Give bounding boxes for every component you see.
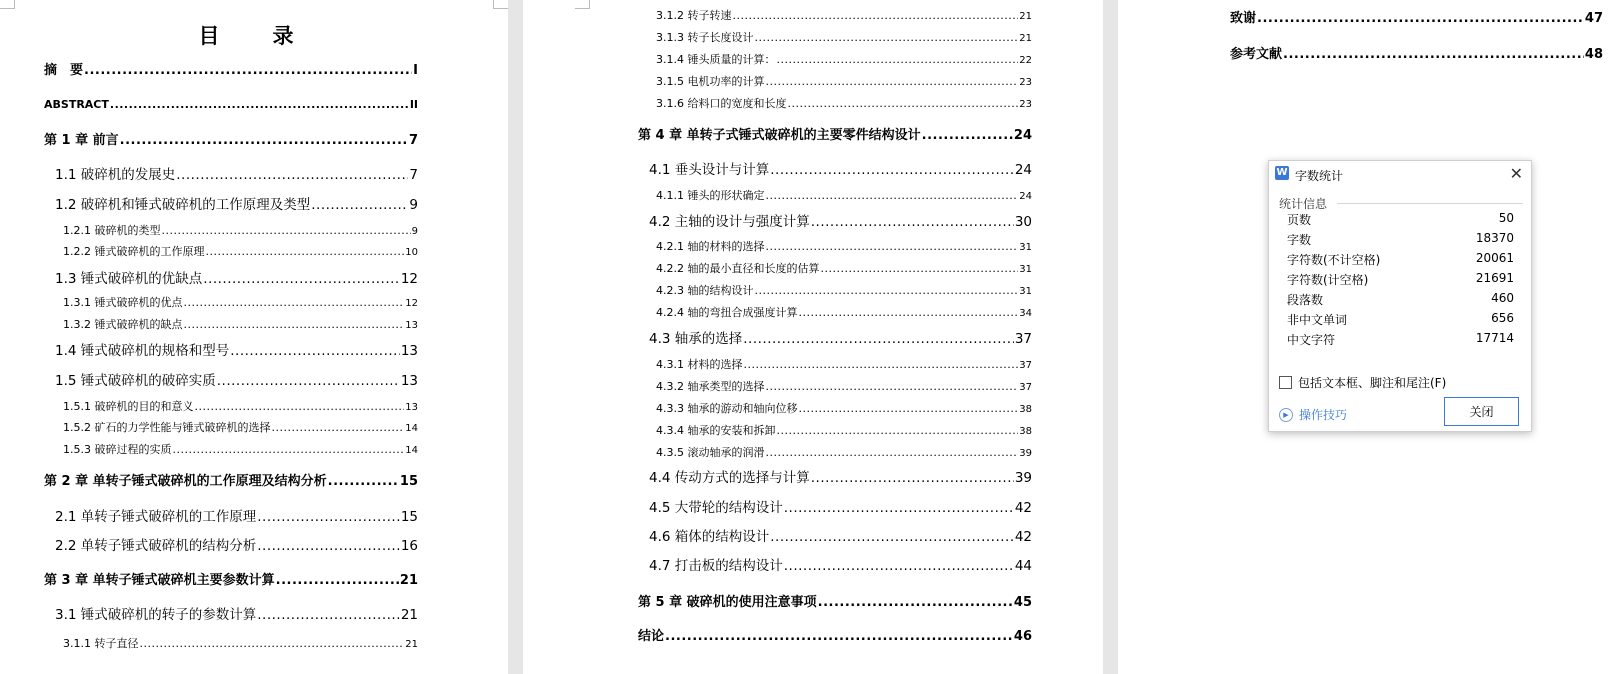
- toc-entry[interactable]: [656, 263, 1032, 275]
- toc-entry-page: 21: [1019, 11, 1032, 22]
- toc-entry-text: 4.3.1 材料的选择: [656, 358, 743, 371]
- toc-entry-page: I: [413, 63, 418, 78]
- toc-entry[interactable]: [656, 10, 1032, 22]
- toc-entry[interactable]: [649, 332, 1032, 347]
- toc-entry-page: 39: [1014, 470, 1032, 486]
- toc-entry-text: 4.2.2 轴的最小直径和长度的估算: [656, 262, 820, 275]
- tips-label: 操作技巧: [1299, 408, 1348, 422]
- toc-title: 目 录: [198, 23, 310, 48]
- checkbox-label: 包括文本框、脚注和尾注(F): [1298, 376, 1447, 390]
- toc-entry-page: 13: [405, 320, 418, 331]
- toc-entry-page: II: [409, 98, 418, 111]
- toc-entry-page: 23: [1019, 77, 1032, 88]
- toc-entry[interactable]: [63, 319, 418, 331]
- toc-entry[interactable]: [656, 76, 1032, 88]
- page-corner-mark: [575, 0, 590, 9]
- toc-entry-text: 4.2 主轴的设计与强度计算: [649, 214, 810, 230]
- toc-entry-text: 1.5.2 矿石的力学性能与锤式破碎机的选择: [63, 421, 271, 434]
- toc-entry-page: 38: [1019, 404, 1032, 415]
- toc-entry[interactable]: [55, 539, 418, 554]
- toc-entry-page: 24: [1019, 191, 1032, 202]
- document-page-1: [0, 0, 508, 674]
- toc-entry-page: 13: [405, 402, 418, 413]
- toc-entry[interactable]: [649, 163, 1032, 178]
- toc-entry[interactable]: [44, 99, 418, 111]
- toc-entry-page: 22: [1019, 55, 1032, 66]
- play-circle-icon: ▶: [1279, 408, 1293, 422]
- toc-entry-page: 15: [400, 509, 418, 525]
- toc-entry-text: 3.1.2 转子转速: [656, 9, 732, 22]
- toc-entry[interactable]: [1230, 48, 1603, 62]
- toc-entry[interactable]: [638, 630, 1032, 644]
- toc-entry-text: 第 3 章 单转子锤式破碎机主要参数计算: [44, 573, 275, 588]
- toc-entry-page: 37: [1014, 331, 1032, 347]
- toc-entry-text: 1.3 锤式破碎机的优缺点: [55, 271, 203, 287]
- toc-entry-text: 3.1.6 给料口的宽度和长度: [656, 97, 787, 110]
- stat-label: 字符数(不计空格): [1287, 253, 1381, 267]
- stat-row-paragraphs: [1287, 291, 1514, 308]
- toc-entry-text: 3.1.3 转子长度设计: [656, 31, 754, 44]
- toc-entry-text: 3.1.1 转子直径: [63, 637, 139, 650]
- toc-entry[interactable]: [55, 344, 418, 359]
- word-count-dialog: [1268, 160, 1532, 432]
- toc-entry-text: 4.3.5 滚动轴承的润滑: [656, 446, 765, 459]
- toc-entry-text: 4.7 打击板的结构设计: [649, 558, 783, 574]
- toc-entry[interactable]: [63, 638, 418, 650]
- stat-row-chars-no-space: [1287, 251, 1514, 268]
- toc-entry-page: 13: [400, 343, 418, 359]
- toc-entry-text: 4.2.1 轴的材料的选择: [656, 240, 765, 253]
- close-icon[interactable]: ✕: [1509, 164, 1523, 183]
- toc-entry[interactable]: [656, 241, 1032, 253]
- toc-entry-page: 21: [399, 573, 418, 588]
- stat-label: 非中文单词: [1287, 313, 1348, 327]
- toc-entry-text: 参考文献: [1230, 47, 1283, 62]
- toc-entry-page: 7: [409, 167, 418, 183]
- stat-row-words: [1287, 231, 1514, 248]
- toc-entry-text: 4.1.1 锤头的形状确定: [656, 189, 765, 202]
- toc-entry[interactable]: [55, 198, 418, 213]
- toc-entry-text: 4.2.4 轴的弯扭合成强度计算: [656, 306, 798, 319]
- toc-entry-page: 44: [1014, 558, 1032, 574]
- page-corner-mark: [493, 0, 508, 9]
- toc-entry-text: 3.1 锤式破碎机的转子的参数计算: [55, 607, 257, 623]
- toc-entry-page: 37: [1019, 382, 1032, 393]
- toc-entry-text: 1.3.1 锤式破碎机的优点: [63, 296, 183, 309]
- toc-entry[interactable]: [656, 54, 1032, 66]
- toc-entry-text: 4.1 垂头设计与计算: [649, 162, 770, 178]
- stat-label: 中文字符: [1287, 333, 1336, 347]
- stat-value: 18370: [1475, 231, 1514, 245]
- toc-entry[interactable]: [649, 530, 1032, 545]
- toc-entry-text: 第 5 章 破碎机的使用注意事项: [638, 595, 817, 610]
- include-textbox-footnotes-option[interactable]: [1279, 374, 1446, 391]
- toc-entry-page: 42: [1014, 500, 1032, 516]
- toc-entry-text: 结论: [638, 629, 665, 644]
- toc-entry-text: 摘 要: [44, 63, 84, 78]
- toc-entry[interactable]: [63, 225, 418, 237]
- toc-entry-page: 45: [1013, 595, 1032, 610]
- toc-entry-page: 21: [405, 639, 418, 650]
- document-page-2: [523, 0, 1103, 674]
- toc-entry[interactable]: [656, 403, 1032, 415]
- toc-entry[interactable]: [63, 444, 418, 456]
- toc-entry-text: 1.2.1 破碎机的类型: [63, 224, 161, 237]
- toc-entry[interactable]: [55, 608, 418, 623]
- toc-entry[interactable]: [63, 246, 418, 258]
- toc-entry[interactable]: [638, 596, 1032, 610]
- toc-entry-page: 7: [408, 133, 418, 148]
- toc-entry[interactable]: [656, 190, 1032, 202]
- stat-value: 21691: [1475, 271, 1514, 285]
- toc-entry[interactable]: [656, 285, 1032, 297]
- toc-entry-page: 9: [411, 226, 418, 237]
- toc-entry[interactable]: [44, 475, 418, 489]
- toc-entry[interactable]: [656, 32, 1032, 44]
- stat-value: 50: [1498, 211, 1514, 225]
- toc-entry[interactable]: [649, 559, 1032, 574]
- toc-entry-text: 1.2 破碎机和锤式破碎机的工作原理及类型: [55, 197, 311, 213]
- toc-entry-text: 1.1 破碎机的发展史: [55, 167, 176, 183]
- toc-entry[interactable]: [63, 422, 418, 434]
- toc-entry-page: 15: [399, 474, 418, 489]
- toc-entry-page: 34: [1019, 308, 1032, 319]
- toc-entry[interactable]: [656, 425, 1032, 437]
- toc-entry-page: 48: [1584, 47, 1603, 62]
- toc-entry-page: 14: [405, 423, 418, 434]
- dialog-titlebar[interactable]: [1269, 161, 1531, 187]
- toc-entry[interactable]: [649, 215, 1032, 230]
- toc-entry-page: 21: [400, 607, 418, 623]
- toc-entry-page: 39: [1019, 448, 1032, 459]
- toc-entry-page: 38: [1019, 426, 1032, 437]
- stat-value: 20061: [1475, 251, 1514, 265]
- stat-row-non-chinese-words: [1287, 311, 1514, 328]
- stat-value: 17714: [1475, 331, 1514, 345]
- stat-label: 字符数(计空格): [1287, 273, 1369, 287]
- toc-entry-text: 1.5 锤式破碎机的破碎实质: [55, 373, 216, 389]
- wps-writer-icon: W: [1276, 167, 1288, 178]
- toc-entry-text: 1.4 锤式破碎机的规格和型号: [55, 343, 230, 359]
- stat-label: 页数: [1287, 213, 1312, 227]
- toc-entry-text: ABSTRACT: [44, 98, 109, 111]
- stat-value: 460: [1491, 291, 1514, 305]
- tips-link[interactable]: [1279, 406, 1347, 423]
- include-textbox-checkbox[interactable]: [1279, 376, 1292, 389]
- toc-entry-page: 30: [1014, 214, 1032, 230]
- stat-label: 段落数: [1287, 293, 1324, 307]
- toc-entry-page: 47: [1584, 11, 1603, 26]
- toc-entry-page: 23: [1019, 99, 1032, 110]
- stat-row-chinese-chars: [1287, 331, 1514, 348]
- toc-entry[interactable]: [44, 134, 418, 148]
- toc-entry-page: 14: [405, 445, 418, 456]
- toc-entry-page: 24: [1014, 162, 1032, 178]
- toc-entry[interactable]: [55, 510, 418, 525]
- toc-entry-text: 1.2.2 锤式破碎机的工作原理: [63, 245, 205, 258]
- toc-entry-text: 3.1.4 锤头质量的计算：: [656, 53, 776, 66]
- toc-entry[interactable]: [55, 374, 418, 389]
- toc-entry-text: 4.5 大带轮的结构设计: [649, 500, 783, 516]
- dialog-title: 字数统计: [1295, 169, 1344, 183]
- toc-entry[interactable]: [656, 359, 1032, 371]
- toc-entry[interactable]: [55, 168, 418, 183]
- stat-value: 656: [1491, 311, 1514, 325]
- toc-entry-page: 12: [405, 298, 418, 309]
- toc-entry-page: 31: [1019, 242, 1032, 253]
- toc-entry[interactable]: [649, 501, 1032, 516]
- toc-entry[interactable]: [656, 98, 1032, 110]
- toc-entry[interactable]: [63, 297, 418, 309]
- toc-entry-page: 37: [1019, 360, 1032, 371]
- toc-entry-text: 2.2 单转子锤式破碎机的结构分析: [55, 538, 257, 554]
- toc-entry[interactable]: [649, 471, 1032, 486]
- toc-entry-page: 31: [1019, 286, 1032, 297]
- stat-row-pages: [1287, 211, 1514, 228]
- toc-entry[interactable]: [1230, 12, 1603, 26]
- close-button[interactable]: 关闭: [1444, 397, 1519, 426]
- toc-entry[interactable]: [656, 447, 1032, 459]
- toc-entry-text: 4.2.3 轴的结构设计: [656, 284, 754, 297]
- toc-entry[interactable]: [638, 129, 1032, 143]
- toc-entry-page: 31: [1019, 264, 1032, 275]
- toc-entry-text: 第 1 章 前言: [44, 133, 119, 148]
- stat-label: 字数: [1287, 233, 1312, 247]
- toc-entry-text: 2.1 单转子锤式破碎机的工作原理: [55, 509, 257, 525]
- toc-entry-text: 3.1.5 电机功率的计算: [656, 75, 765, 88]
- toc-entry-page: 16: [400, 538, 418, 554]
- toc-entry-text: 4.3 轴承的选择: [649, 331, 743, 347]
- toc-entry-page: 21: [1019, 33, 1032, 44]
- toc-entry-page: 10: [405, 247, 418, 258]
- toc-entry-text: 4.3.2 轴承类型的选择: [656, 380, 765, 393]
- toc-entry[interactable]: [44, 574, 418, 588]
- toc-entry-page: 24: [1013, 128, 1032, 143]
- toc-entry-text: 4.3.3 轴承的游动和轴向位移: [656, 402, 798, 415]
- toc-entry[interactable]: [63, 401, 418, 413]
- toc-entry-page: 13: [400, 373, 418, 389]
- page-corner-mark: [0, 0, 15, 9]
- toc-entry[interactable]: [656, 381, 1032, 393]
- toc-entry-text: 4.3.4 轴承的安装和拆卸: [656, 424, 776, 437]
- section-divider: [1337, 203, 1523, 204]
- toc-entry-text: 4.6 箱体的结构设计: [649, 529, 770, 545]
- toc-entry-page: 46: [1013, 629, 1032, 644]
- stat-row-chars-with-space: [1287, 271, 1514, 288]
- toc-entry-text: 第 2 章 单转子锤式破碎机的工作原理及结构分析: [44, 474, 327, 489]
- toc-entry-text: 1.5.3 破碎过程的实质: [63, 443, 172, 456]
- toc-entry-text: 致谢: [1230, 11, 1257, 26]
- toc-entry[interactable]: [44, 64, 418, 78]
- toc-entry-page: 9: [409, 197, 418, 213]
- stats-section-label: 统计信息: [1279, 197, 1328, 211]
- toc-entry-page: 42: [1014, 529, 1032, 545]
- toc-entry[interactable]: [55, 272, 418, 287]
- toc-entry-text: 4.4 传动方式的选择与计算: [649, 470, 810, 486]
- toc-entry[interactable]: [656, 307, 1032, 319]
- toc-entry-page: 12: [400, 271, 418, 287]
- toc-entry-text: 1.3.2 锤式破碎机的缺点: [63, 318, 183, 331]
- toc-entry-text: 第 4 章 单转子式锤式破碎机的主要零件结构设计: [638, 128, 921, 143]
- toc-entry-text: 1.5.1 破碎机的目的和意义: [63, 400, 194, 413]
